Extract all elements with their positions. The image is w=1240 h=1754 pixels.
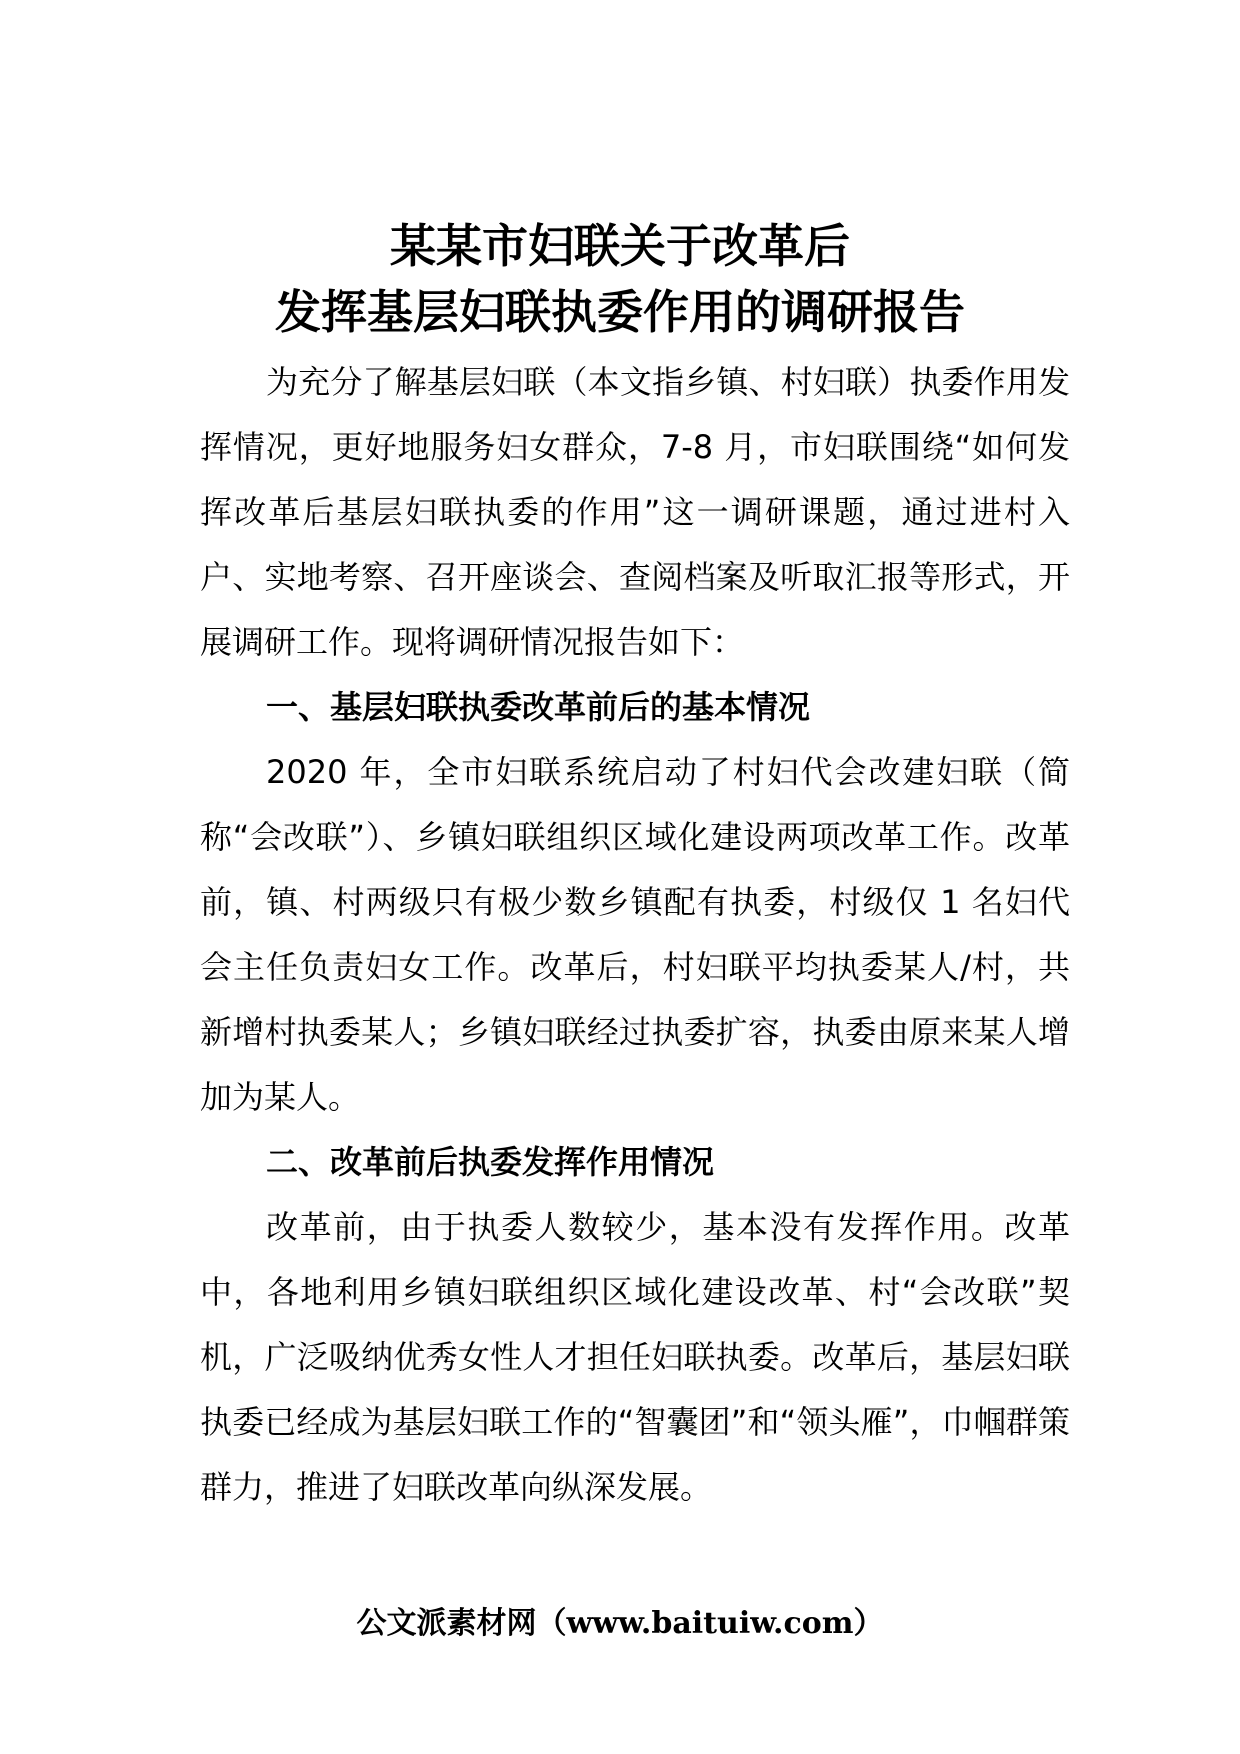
section-1-heading: 一、基层妇联执委改革前后的基本情况 (266, 688, 811, 726)
document-title-line-1: 某某市妇联关于改革后 (390, 219, 850, 273)
section-1-paragraph: 2020 年，全市妇联系统启动了村妇代会改建妇联（简称“会改联”）、乡镇妇联组织区域化建设两项改革工作。改革前，镇、村两级只有极少数乡镇配有执委，村级仅 1 名妇代会主任负责妇女工作。改革后，村妇联平均执委某人/村，共新增村执委某人；乡镇妇联经过执委扩容，执委由原来某人增加为某人。 (200, 753, 1070, 1116)
intro-paragraph: 为充分了解基层妇联（本文指乡镇、村妇联）执委作用发挥情况，更好地服务妇女群众，7-8 月，市妇联围绕“如何发挥改革后基层妇联执委的作用”这一调研课题，通过进村入户、实地考察、召开座谈会、查阅档案及听取汇报等形式，开展调研工作。现将调研情况报告如下： (200, 363, 1070, 661)
footer-watermark: 公文派素材网（www.baituiw.com） (356, 1606, 884, 1641)
document-title-line-2: 发挥基层妇联执委作用的调研报告 (275, 285, 965, 339)
section-2-heading: 二、改革前后执委发挥作用情况 (266, 1143, 715, 1181)
document-body (200, 350, 1070, 1520)
section-2-paragraph: 改革前，由于执委人数较少，基本没有发挥作用。改革中，各地利用乡镇妇联组织区域化建设改革、村“会改联”契机，广泛吸纳优秀女性人才担任妇联执委。改革后，基层妇联执委已经成为基层妇联工作的“智囊团”和“领头雁”，巾帼群策群力，推进了妇联改革向纵深发展。 (200, 1208, 1070, 1506)
